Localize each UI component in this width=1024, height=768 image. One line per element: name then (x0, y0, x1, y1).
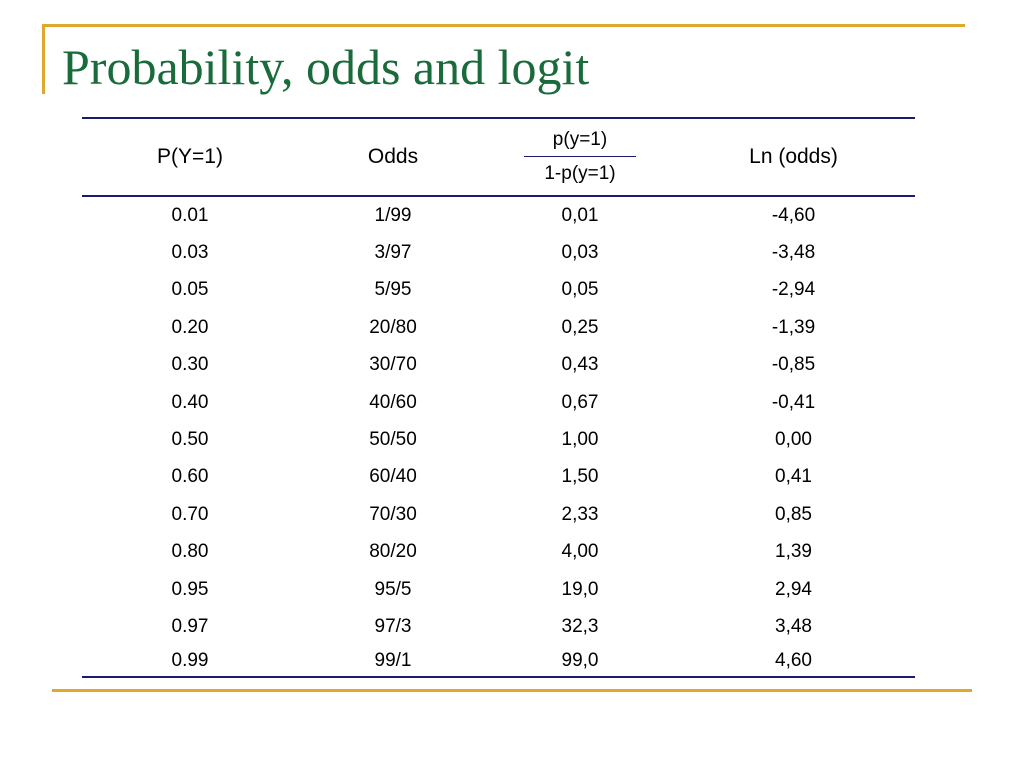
cell-odds: 20/80 (369, 316, 417, 338)
cell-ratio: 0,03 (561, 242, 599, 264)
cell-ln-odds: 2,94 (775, 578, 812, 600)
cell-odds: 60/40 (369, 466, 417, 488)
table-row (82, 347, 915, 384)
header-ratio (488, 128, 672, 186)
table-row (82, 534, 915, 571)
cell-ratio: 4,00 (561, 541, 599, 563)
cell-ln-odds: -3,48 (771, 242, 816, 264)
ratio-fraction (524, 128, 636, 186)
cell-ln-odds: -4,60 (771, 204, 816, 226)
cell-odds: 97/3 (374, 615, 412, 637)
cell-probability: 0.99 (171, 649, 209, 671)
header-odds: Odds (367, 145, 419, 168)
cell-probability: 0.01 (171, 204, 209, 226)
table-row (82, 459, 915, 496)
cell-ratio: 19,0 (561, 578, 599, 600)
cell-odds: 80/20 (369, 541, 417, 563)
cell-probability: 0.50 (171, 429, 209, 451)
cell-ln-odds: 0,41 (775, 466, 812, 488)
cell-ratio: 1,50 (561, 466, 599, 488)
cell-ratio: 0,01 (561, 204, 599, 226)
header-ln-odds: Ln (odds) (749, 145, 838, 168)
cell-ln-odds: -2,94 (771, 279, 816, 301)
cell-odds: 99/1 (374, 649, 412, 671)
table-row (82, 421, 915, 458)
cell-probability: 0.60 (171, 466, 209, 488)
cell-ln-odds: 0,85 (775, 503, 812, 525)
table-header (82, 119, 915, 195)
cell-odds: 70/30 (369, 503, 417, 525)
cell-ln-odds: 4,60 (775, 649, 812, 671)
header-probability: P(Y=1) (157, 145, 223, 168)
cell-ratio: 99,0 (561, 649, 599, 671)
cell-ln-odds: 1,39 (775, 541, 812, 563)
table-row (82, 496, 915, 533)
cell-odds: 1/99 (374, 204, 412, 226)
slide-title: Probability, odds and logit (62, 39, 590, 95)
cell-ratio: 0,67 (561, 391, 599, 413)
table-row (82, 571, 915, 608)
cell-probability: 0.80 (171, 541, 209, 563)
cell-probability: 0.95 (171, 578, 209, 600)
table-body (82, 197, 915, 676)
cell-probability: 0.20 (171, 316, 209, 338)
table-row (82, 646, 915, 676)
cell-probability: 0.03 (171, 242, 209, 264)
ratio-denominator: 1-p(y=1) (544, 163, 616, 184)
cell-probability: 0.30 (171, 354, 209, 376)
cell-odds: 40/60 (369, 391, 417, 413)
cell-ratio: 0,43 (561, 354, 599, 376)
cell-ratio: 32,3 (561, 615, 599, 637)
cell-probability: 0.40 (171, 391, 209, 413)
cell-odds: 50/50 (369, 429, 417, 451)
table-row (82, 272, 915, 309)
cell-probability: 0.97 (171, 615, 209, 637)
cell-odds: 5/95 (374, 279, 412, 301)
table-row (82, 309, 915, 346)
table-bottom-rule (82, 676, 915, 678)
cell-odds: 3/97 (374, 242, 412, 264)
cell-ln-odds: 0,00 (775, 429, 812, 451)
cell-ratio: 0,05 (561, 279, 599, 301)
ratio-numerator: p(y=1) (552, 129, 608, 150)
frame-top-line (42, 24, 965, 27)
table-row (82, 384, 915, 421)
cell-ln-odds: -1,39 (771, 316, 816, 338)
cell-ratio: 2,33 (561, 503, 599, 525)
cell-ln-odds: -0,85 (771, 354, 816, 376)
probability-table (82, 117, 915, 678)
cell-ln-odds: 3,48 (775, 615, 812, 637)
frame-left-line (42, 24, 45, 94)
cell-probability: 0.05 (171, 279, 209, 301)
cell-ln-odds: -0,41 (771, 391, 816, 413)
cell-probability: 0.70 (171, 503, 209, 525)
cell-ratio: 0,25 (561, 316, 599, 338)
table-row (82, 197, 915, 234)
cell-ratio: 1,00 (561, 429, 599, 451)
cell-odds: 95/5 (374, 578, 412, 600)
table-row (82, 234, 915, 271)
frame-bottom-line (52, 689, 972, 692)
cell-odds: 30/70 (369, 354, 417, 376)
table-row (82, 608, 915, 645)
